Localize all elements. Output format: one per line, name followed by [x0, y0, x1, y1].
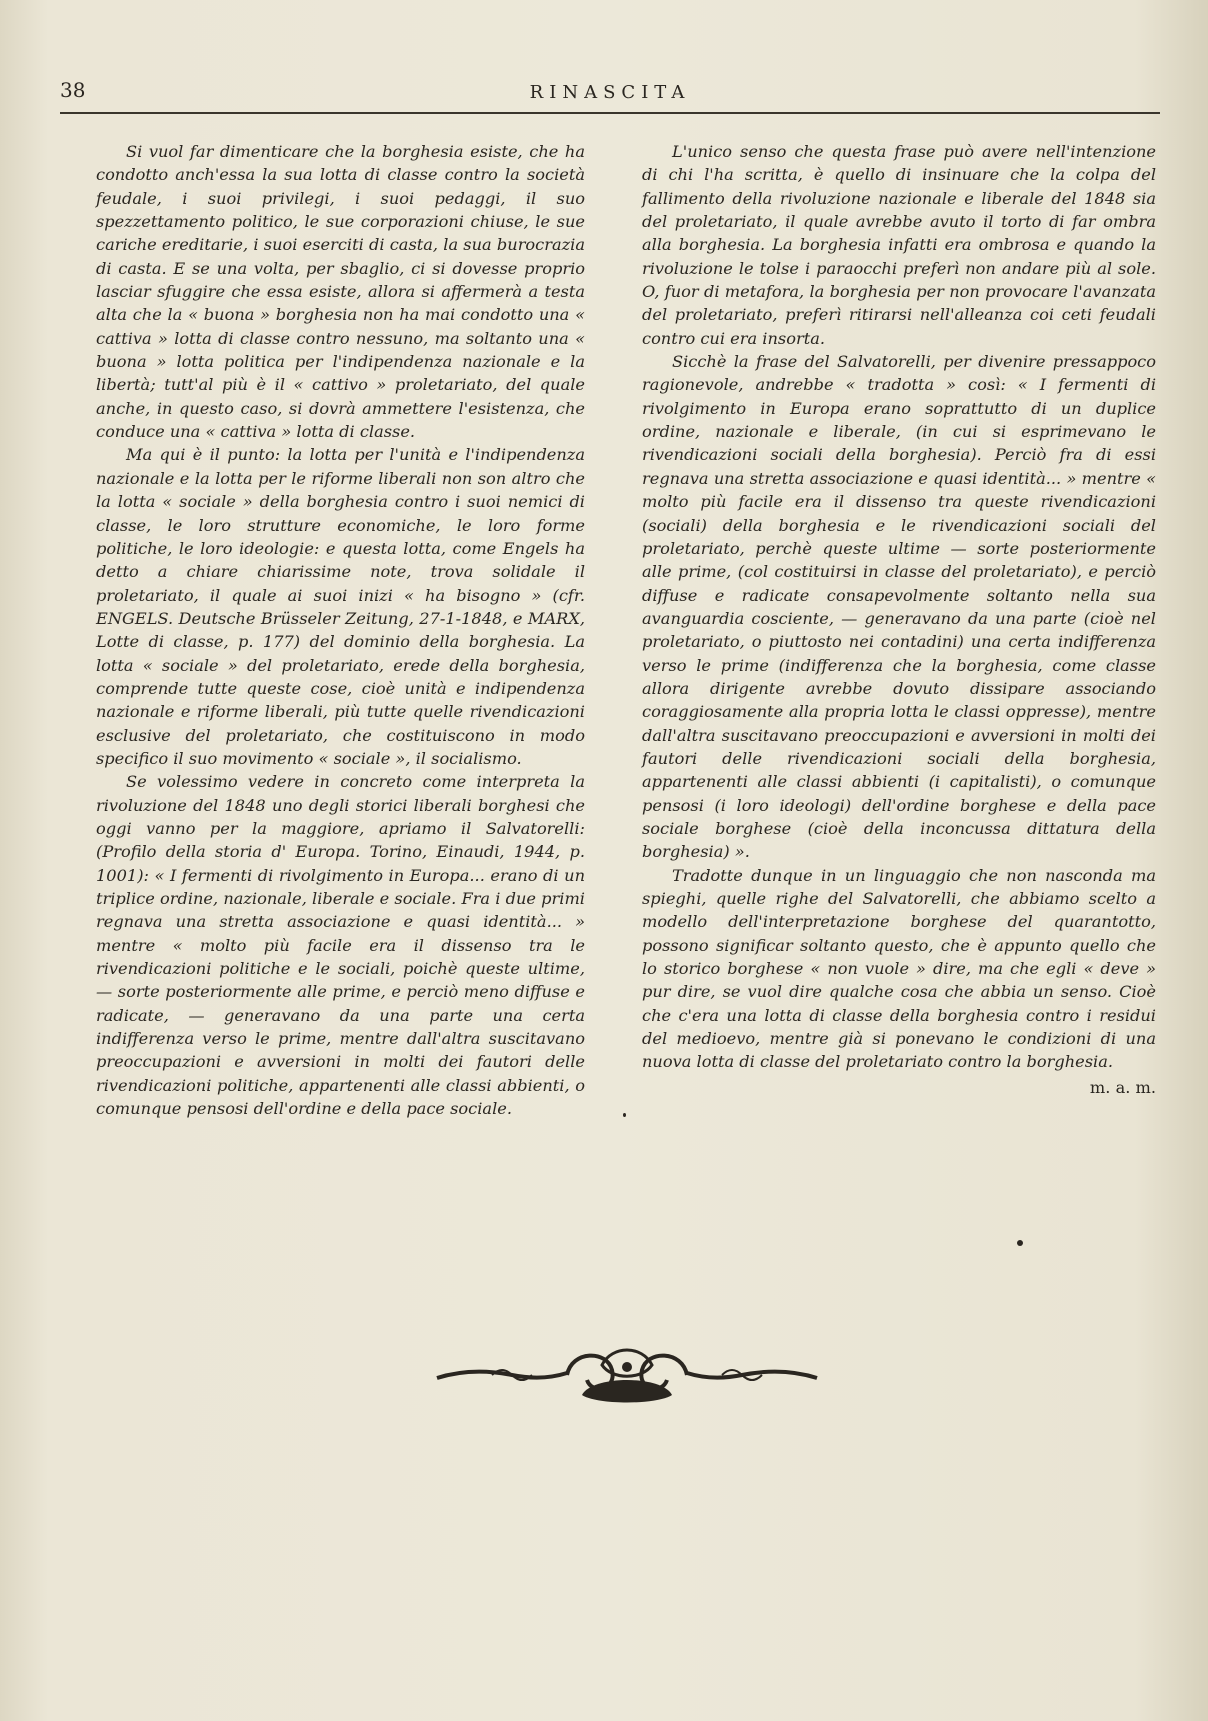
running-head: RINASCITA: [529, 82, 691, 103]
paragraph: L'unico senso che questa frase può avere nell'intenzione di chi l'ha scritta, è quello di insinuare che la colpa del fallimento della rivoluzione nazionale e liberale del 1848 sia del proletariato, il quale avrebbe avuto il torto di far ombra alla borghesia. La borghesia infatti era ombrosa e quando la rivoluzione le tolse i paraocchi preferì non andare più al sole. O, fuor di metafora, la borghesia per non provocare l'avanzata del proletariato, preferì ritirarsi nell'alleanza coi ceti feudali contro cui era insorta.: [642, 142, 1156, 348]
ornament-divider-icon: [432, 1345, 822, 1405]
page-header: [60, 78, 1160, 114]
author-signature: m. a. m.: [1089, 1077, 1156, 1097]
paragraph: Sicchè la frase del Salvatorelli, per divenire pressappoco ragionevole, andrebbe « tradotta » così: « I fermenti di rivolgimento in Europa erano soprattutto di un duplice ordine, nazionale e liberale, (in cui si esprimevano le rivendicazioni sociali della borghesia). Perciò fra di essi regnava una stretta associazione e quasi identità... » mentre « molto più facile era il dissenso tra queste rivendicazioni (sociali) della borghesia e le rivendicazioni sociali del proletariato, perchè queste ultime — sorte posteriormente alle prime, (col costituirsi in classe del proletariato), e perciò diffuse e radicate consapevolmente soltanto nella sua avanguardia cosciente, — generavano da una parte (cioè nel proletariato, o piuttosto nei contadini) una certa indifferenza verso le prime (indifferenza che la borghesia, come classe allora dirigente avrebbe dovuto dissipare associando coraggiosamente alla propria lotta le classi oppresse), mentre dall'altra suscitavano preoccupazioni e avversioni in molti dei fautori delle rivendicazioni sociali della borghesia, appartenenti alle classi abbienti (i capitalisti), o comunque pensosi (i loro ideologi) dell'ordine borghese e della pace sociale borghese (cioè della inconcussa dittatura della borghesia) ».: [642, 352, 1156, 862]
right-column: [642, 140, 1156, 1099]
paragraph: Ma qui è il punto: la lotta per l'unità e l'indipendenza nazionale e la lotta per le riforme liberali non son altro che la lotta « sociale » della borghesia contro i suoi nemici di classe, le loro strutture economiche, le loro forme politiche, le loro ideologie: e questa lotta, come Engels ha detto a chiare chiarissime note, trova solidale il proletariato, il quale ai suoi inizi « ha bisogno » (cfr. ENGELS. Deutsche Brüsseler Zeitung, 27-1-1848, e MARX, Lotte di classe, p. 177) del dominio della borghesia. La lotta « sociale » del proletariato, erede della borghesia, comprende tutte queste cose, cioè unità e indipendenza nazionale e riforme liberali, più tutte quelle rivendicazioni esclusive del proletariato, che costituiscono in modo specifico il suo movimento « sociale », il socialismo.: [96, 445, 585, 768]
paragraph: Se volessimo vedere in concreto come interpreta la rivoluzione del 1848 uno degli storici liberali borghesi che oggi vanno per la maggiore, apriamo il Salvatorelli: (Profilo della storia d' Europa. Torino, Einaudi, 1944, p. 1001): « I fermenti di rivolgimento in Europa... erano di un triplice ordine, nazionale, liberale e sociale. Fra i due primi regnava una stretta associazione e quasi identità... » mentre « molto più facile era il dissenso tra le rivendicazioni politiche e le sociali, poichè queste ultime, — sorte posteriormente alle prime, e perciò meno diffuse e radicate, — generavano da una parte una certa indifferenza verso le prime, mentre dall'altra suscitavano preoccupazioni e avversioni in molti dei fautori delle rivendicazioni politiche, appartenenti alle classi abbienti, o comunque pensosi dell'ordine e della pace sociale.: [96, 772, 585, 1119]
ink-speck: [623, 1113, 626, 1117]
left-column: [96, 140, 585, 1120]
paragraph: Si vuol far dimenticare che la borghesia esiste, che ha condotto anch'essa la sua lotta di classe contro la società feudale, i suoi privilegi, i suoi pedaggi, il suo spezzettamento politico, le sue corporazioni chiuse, le sue cariche ereditarie, i suoi eserciti di casta, la sua burocrazia di casta. E se una volta, per sbaglio, ci si dovesse proprio lasciar sfuggire che essa esiste, allora si affermerà a testa alta che la « buona » borghesia non ha mai condotto una « cattiva » lotta di classe contro nessuno, ma soltanto una « buona » lotta politica per l'indipendenza nazionale e la libertà; tutt'al più è il « cattivo » proletariato, del quale anche, in questo caso, si dovrà ammettere l'esistenza, che conduce una « cattiva » lotta di classe.: [96, 142, 585, 442]
paragraph: Tradotte dunque in un linguaggio che non nasconda ma spieghi, quelle righe del Salvatorelli, che abbiamo scelto a modello dell'interpretazione borghese del quarantotto, possono significar soltanto questo, che è appunto quello che lo storico borghese « non vuole » dire, ma che egli « deve » pur dire, se vuol dire qualche cosa che abbia un senso. Cioè che c'era una lotta di classe della borghesia contro i residui del medioevo, mentre già si ponevano le condizioni di una nuova lotta di classe del proletariato contro la borghesia.: [642, 865, 1156, 1072]
page-number: 38: [60, 78, 86, 102]
ink-speck: [1017, 1240, 1023, 1246]
